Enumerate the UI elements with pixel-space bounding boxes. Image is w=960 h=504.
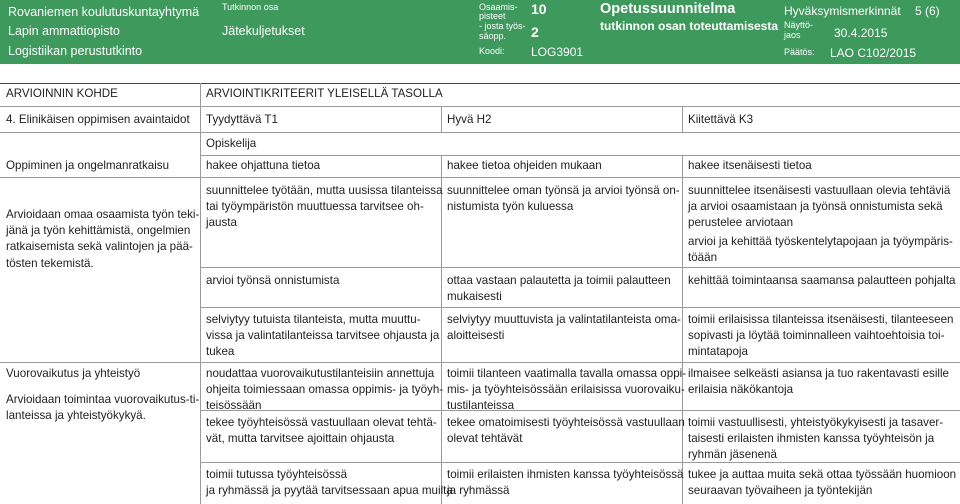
criteria-k3-row-4: ilmaisee selkeästi asiansa ja tuo rakentavasti esille erilaisia näkökantoja — [688, 367, 949, 397]
tasks-value: 2 — [531, 24, 539, 40]
row-divider — [0, 106, 960, 107]
topic-learning: Oppiminen ja ongelmanratkaisu — [6, 159, 170, 172]
level-t1: Tyydyttävä T1 — [206, 113, 278, 126]
organization-name: Rovaniemen koulutuskuntayhtymä — [8, 5, 200, 19]
degree-name: Logistiikan perustutkinto — [8, 44, 143, 58]
row-divider — [0, 177, 960, 178]
points-label-2: pisteet — [479, 11, 506, 21]
criteria-h2-row-2: ottaa vastaan palautetta ja toimii palautteen mukaisesti — [447, 274, 671, 304]
h2-heading: hakee tietoa ohjeiden mukaan — [447, 159, 602, 172]
topic-interaction: Vuorovaikutus ja yhteistyö — [6, 367, 141, 380]
qualification-type-label: Tutkinnon osa — [222, 2, 279, 12]
column-header-criteria: ARVIOINTIKRITEERIT YLEISELLÄ TASOLLA — [206, 87, 443, 100]
criteria-k3-row-3: toimii erilaisissa tilanteissa itsenäisesti, tilanteeseen sopivasti ja löytää toiminnalleen vaihtoehtoisia toi- mintatapoja — [688, 313, 954, 359]
criteria-h2-row-6: toimii erilaisten ihmisten kanssa työyhteisössä ja ryhmässä — [447, 468, 684, 498]
approval-label: Hyväksymismerkinnät — [784, 4, 901, 18]
criteria-k3-row-5: toimii vastuullisesti, yhteistyökykyisesti ja tasaver- taisesti erilaisten ihmisten kanssa työyhteisön ja ryhmän jäsenenä — [688, 416, 944, 462]
code-value: LOG3901 — [531, 45, 584, 59]
table-top-border — [0, 83, 960, 84]
column-header-target: ARVIOINNIN KOHDE — [6, 87, 118, 100]
demo-label-2: jaos — [784, 30, 801, 40]
row-divider — [200, 267, 960, 268]
row-divider — [0, 132, 960, 133]
criteria-h2-row-1: suunnittelee oman työnsä ja arvioi työnsä on- nistumista työn kuluessa — [447, 184, 680, 214]
column-divider — [682, 155, 683, 504]
decision-label: Päätös: — [784, 47, 815, 57]
approval-date: 30.4.2015 — [834, 26, 888, 40]
tasks-label-2: säopp. — [479, 31, 507, 41]
criteria-h2-row-3: selviytyy muuttuvista ja valintatilanteista oma- aloitteisesti — [447, 313, 681, 343]
tasks-label-1: - josta työs- — [479, 21, 526, 31]
criteria-k3-row-1b: arvioi ja kehittää työskentelytapojaan ja työympäris- töään — [688, 235, 953, 265]
column-divider — [200, 83, 201, 504]
school-name: Lapin ammattiopisto — [8, 24, 120, 38]
criteria-t1-row-2: arvioi työnsä onnistumista — [206, 274, 340, 287]
criteria-t1-row-3: selviytyy tutuista tilanteista, mutta muuttu- vissa ja valintatilanteissa tarvitsee ohjausta ja tukea — [206, 313, 440, 359]
criteria-t1-row-1: suunnittelee työtään, mutta uusissa tilanteissa tai työympäristön muuttuessa tarvitsee oh- jausta — [206, 184, 443, 230]
column-divider — [682, 106, 683, 132]
row-divider — [0, 362, 960, 363]
decision-value: LAO C102/2015 — [830, 46, 917, 60]
t1-heading: hakee ohjattuna tietoa — [206, 159, 321, 172]
points-value: 10 — [531, 1, 547, 17]
document-subtitle: tutkinnon osan toteuttamisesta — [600, 19, 779, 33]
k3-heading: hakee itsenäisesti tietoa — [688, 159, 812, 172]
page-number: 5 (6) — [915, 4, 940, 18]
criteria-k3-row-1a: suunnittelee itsenäisesti vastuullaan olevia tehtäviä ja arvioi osaamistaan ja työnsä onnistumista sekä perustelee arviotaan — [688, 184, 951, 230]
criteria-t1-row-4: noudattaa vuorovaikutustilanteisiin annettuja ohjeita toimiessaan omassa oppimis- ja työyh- teisössään — [206, 367, 444, 413]
document-title: Opetussuunnitelma — [600, 1, 736, 17]
level-k3: Kiitettävä K3 — [688, 113, 754, 126]
criteria-t1-row-5: tekee työyhteisössä vastuullaan olevat tehtä- vät, mutta tarvitsee ajoittain ohjausta — [206, 416, 437, 446]
section-title: 4. Elinikäisen oppimisen avaintaidot — [6, 113, 190, 126]
qualification-name: Jätekuljetukset — [222, 24, 305, 38]
criteria-h2-row-5: tekee omatoimisesti työyhteisössä vastuullaan olevat tehtävät — [447, 416, 685, 446]
points-label-1: Osaamis- — [479, 2, 518, 12]
assessment-target-1: Arvioidaan omaa osaamista työn teki- jänä ja työn kehittämistä, ongelmien ratkaisemista sekä valintojen ja pää- tösten tekemistä. — [6, 208, 200, 270]
level-h2: Hyvä H2 — [447, 113, 492, 126]
criteria-h2-row-4: toimii tilanteen vaatimalla tavalla omassa oppi- mis- ja työyhteisössään erilaisissa vuorovaiku- tustilanteissa — [447, 367, 687, 413]
row-divider — [200, 155, 960, 156]
row-divider — [200, 307, 960, 308]
code-label: Koodi: — [479, 46, 505, 56]
column-divider — [441, 106, 442, 132]
student-label: Opiskelija — [206, 137, 257, 150]
criteria-t1-row-6: toimii tutussa työyhteisössä ja ryhmässä ja pyytää tarvitsessaan apua muilta — [206, 468, 453, 498]
document-header — [0, 0, 960, 64]
criteria-k3-row-2: kehittää toimintaansa saamansa palautteen pohjalta — [688, 274, 956, 287]
criteria-k3-row-6: tukee ja auttaa muita sekä ottaa työssään huomioon seuraavan työvaiheen ja työntekijän — [688, 468, 957, 498]
demo-label-1: Näyttö- — [784, 20, 814, 30]
assessment-target-2: Arvioidaan toimintaa vuorovaikutus-ti- lanteissa ja yhteistyökykyä. — [6, 393, 200, 423]
